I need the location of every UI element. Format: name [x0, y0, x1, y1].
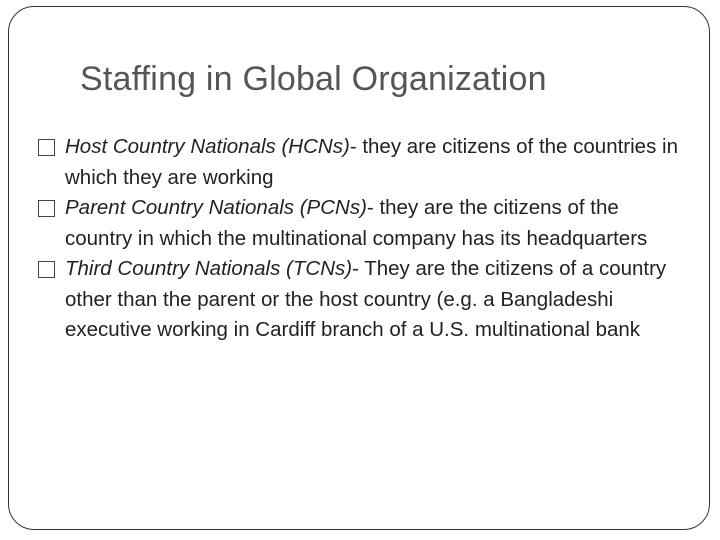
bullet-text: - They are the citizens of a country other than the parent or the host country (e.g. a Bangladeshi executive working in Cardiff branch of a U.S. multinational bank: [65, 257, 667, 341]
square-bullet-icon: [38, 200, 55, 217]
bullet-text: - they are citizens of the countries in which they are working: [65, 135, 678, 189]
bullet-term: Host Country Nationals (HCNs): [65, 135, 350, 158]
slide-title: Staffing in Global Organization: [80, 60, 547, 98]
bullet-item-tcn: [38, 254, 688, 346]
square-bullet-icon: [38, 261, 55, 278]
bullet-term: Parent Country Nationals (PCNs): [65, 196, 367, 219]
bullet-item-hcn: [38, 132, 688, 193]
bullet-item-pcn: [38, 193, 688, 254]
bullet-term: Third Country Nationals (TCNs): [65, 257, 353, 280]
square-bullet-icon: [38, 139, 55, 156]
bullet-list: [38, 132, 688, 346]
bullet-text: - they are the citizens of the country in which the multinational company has its headquarters: [65, 196, 648, 250]
